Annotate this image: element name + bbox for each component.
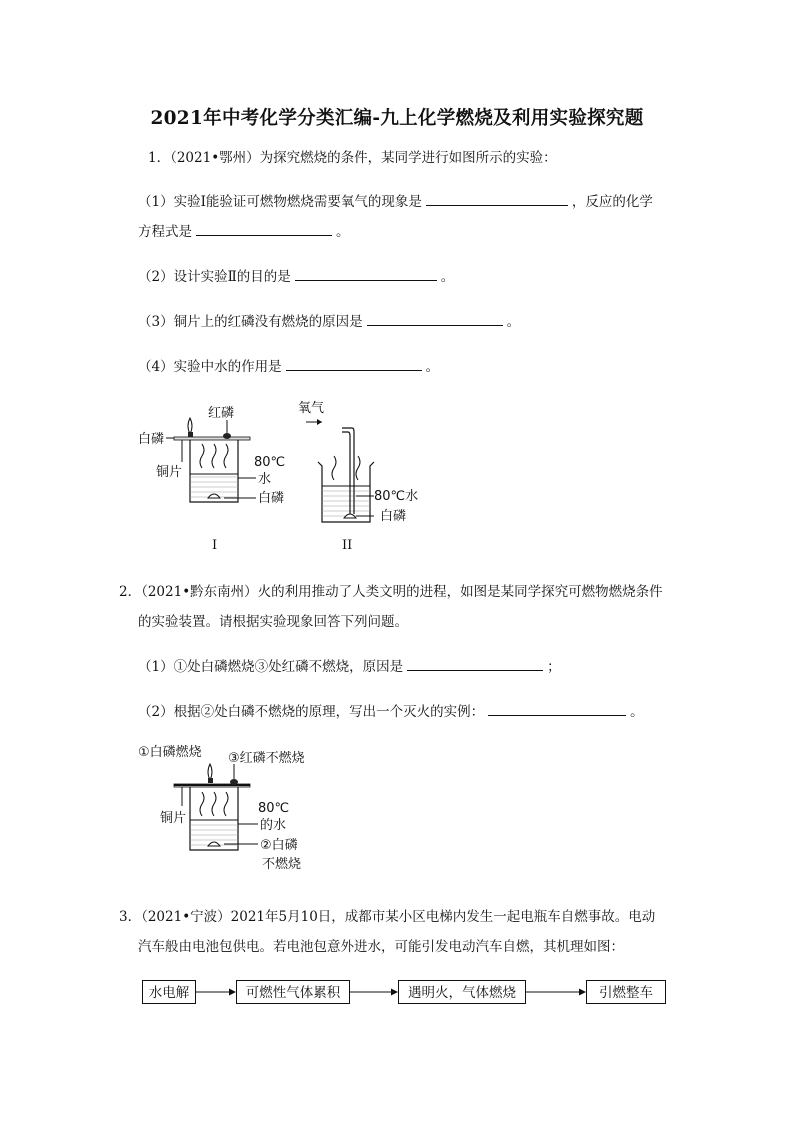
label-white-phosphorus-I: 白磷 <box>258 491 285 506</box>
label-water-I: 水 <box>258 472 272 487</box>
label-II: II <box>342 538 353 553</box>
q3-intro-line1: 3．（2021•宁波）2021年5月10日，成都市某小区电梯内发生一起电瓶车自燃事故。电动 <box>119 909 656 925</box>
q2-intro-line2: 的实验装置。请根据实验现象回答下列问题。 <box>138 614 408 630</box>
q1-intro: 1．（2021•鄂州）为探究燃烧的条件，某同学进行如图所示的实验： <box>148 150 557 166</box>
label-q2-white-burning: ①白磷燃烧 <box>138 745 202 760</box>
q2-part1-blank[interactable] <box>407 656 543 671</box>
q1-part2-end: 。 <box>440 269 455 285</box>
label-q2-temp: 80℃ <box>258 801 290 816</box>
label-white-phosphorus-left: 白磷 <box>138 432 165 447</box>
q1-part4 <box>138 355 439 375</box>
q1-part1-text-b: ，反应的化学 <box>571 194 653 210</box>
label-q2-red-not-burning: ③红磷不燃烧 <box>228 751 305 766</box>
arrow-icon <box>350 989 398 996</box>
q1-part1-text-c: 方程式是 <box>138 224 192 240</box>
label-temp-water-II: 80℃水 <box>374 489 419 504</box>
q1-part3-text: （3）铜片上的红磷没有燃烧的原因是 <box>138 314 363 330</box>
q1-part3 <box>138 310 520 330</box>
label-white-phosphorus-II: 白磷 <box>380 509 407 524</box>
q1-part2 <box>138 265 454 285</box>
flow-box-ignite-car: 引燃整车 <box>586 980 666 1004</box>
q3-intro-line2: 汽车般由电池包供电。若电池包意外进水，可能引发电动汽车自燃，其机理如图： <box>138 939 624 955</box>
q1-part3-blank[interactable] <box>367 311 503 326</box>
flow-box-gas-accumulate: 可燃性气体累积 <box>236 980 350 1004</box>
beaker-I <box>166 418 256 502</box>
label-q2-copper: 铜片 <box>160 811 187 826</box>
flame-icon <box>188 418 192 434</box>
q1-part1-blank-a[interactable] <box>426 191 568 206</box>
flow-box-electrolysis: 水电解 <box>142 980 196 1004</box>
q2-part2 <box>138 700 644 720</box>
q1-part1-text-a: （1）实验Ⅰ能验证可燃物燃烧需要氧气的现象是 <box>138 194 422 210</box>
label-oxygen: 氧气 <box>298 401 325 416</box>
arrow-icon <box>526 989 586 996</box>
label-temp-I: 80℃ <box>254 455 286 470</box>
q1-part1-text-d: 。 <box>336 224 350 240</box>
flow-box-ignite-gas: 遇明火，气体燃烧 <box>398 980 526 1004</box>
arrow-icon <box>196 989 236 996</box>
q1-part3-end: 。 <box>506 314 521 330</box>
label-red-phosphorus: 红磷 <box>208 406 235 421</box>
q2-intro-line1: 2．（2021•黔东南州）火的利用推动了人类文明的进程，如图是某同学探究可燃物燃烧条件 <box>119 584 663 600</box>
q1-part1-line1 <box>138 190 653 210</box>
flame-icon <box>208 764 212 780</box>
q2-part1-text: （1）①处白磷燃烧③处红磷不燃烧，原因是 <box>138 659 404 675</box>
q2-figure <box>130 740 350 880</box>
q2-part2-blank[interactable] <box>488 701 626 716</box>
label-I: I <box>212 538 218 553</box>
q1-part4-blank[interactable] <box>286 356 422 371</box>
q2-part2-end: 。 <box>630 704 644 720</box>
beaker-II <box>306 419 374 522</box>
q1-part2-blank[interactable] <box>295 266 437 281</box>
label-q2-white-2: ②白磷 <box>260 838 298 853</box>
q1-figure <box>130 398 430 558</box>
q1-part1-blank-b[interactable] <box>196 221 332 236</box>
q1-part4-text: （4）实验中水的作用是 <box>138 359 282 375</box>
q2-part1 <box>138 655 561 675</box>
q1-part1-line2 <box>138 220 350 240</box>
label-q2-not-burning: 不燃烧 <box>262 857 302 872</box>
beaker-q2 <box>174 764 258 850</box>
page-title: 2021年中考化学分类汇编-九上化学燃烧及利用实验探究题 <box>150 108 644 129</box>
flow-arrows <box>0 980 794 1010</box>
q1-part2-text: （2）设计实验Ⅱ的目的是 <box>138 269 291 285</box>
q2-part2-text: （2）根据②处白磷不燃烧的原理，写出一个灭火的实例： <box>138 704 485 720</box>
q1-part4-end: 。 <box>425 359 440 375</box>
q2-part1-end: ； <box>547 659 561 675</box>
label-q2-water: 的水 <box>260 818 287 833</box>
label-copper: 铜片 <box>156 465 183 480</box>
